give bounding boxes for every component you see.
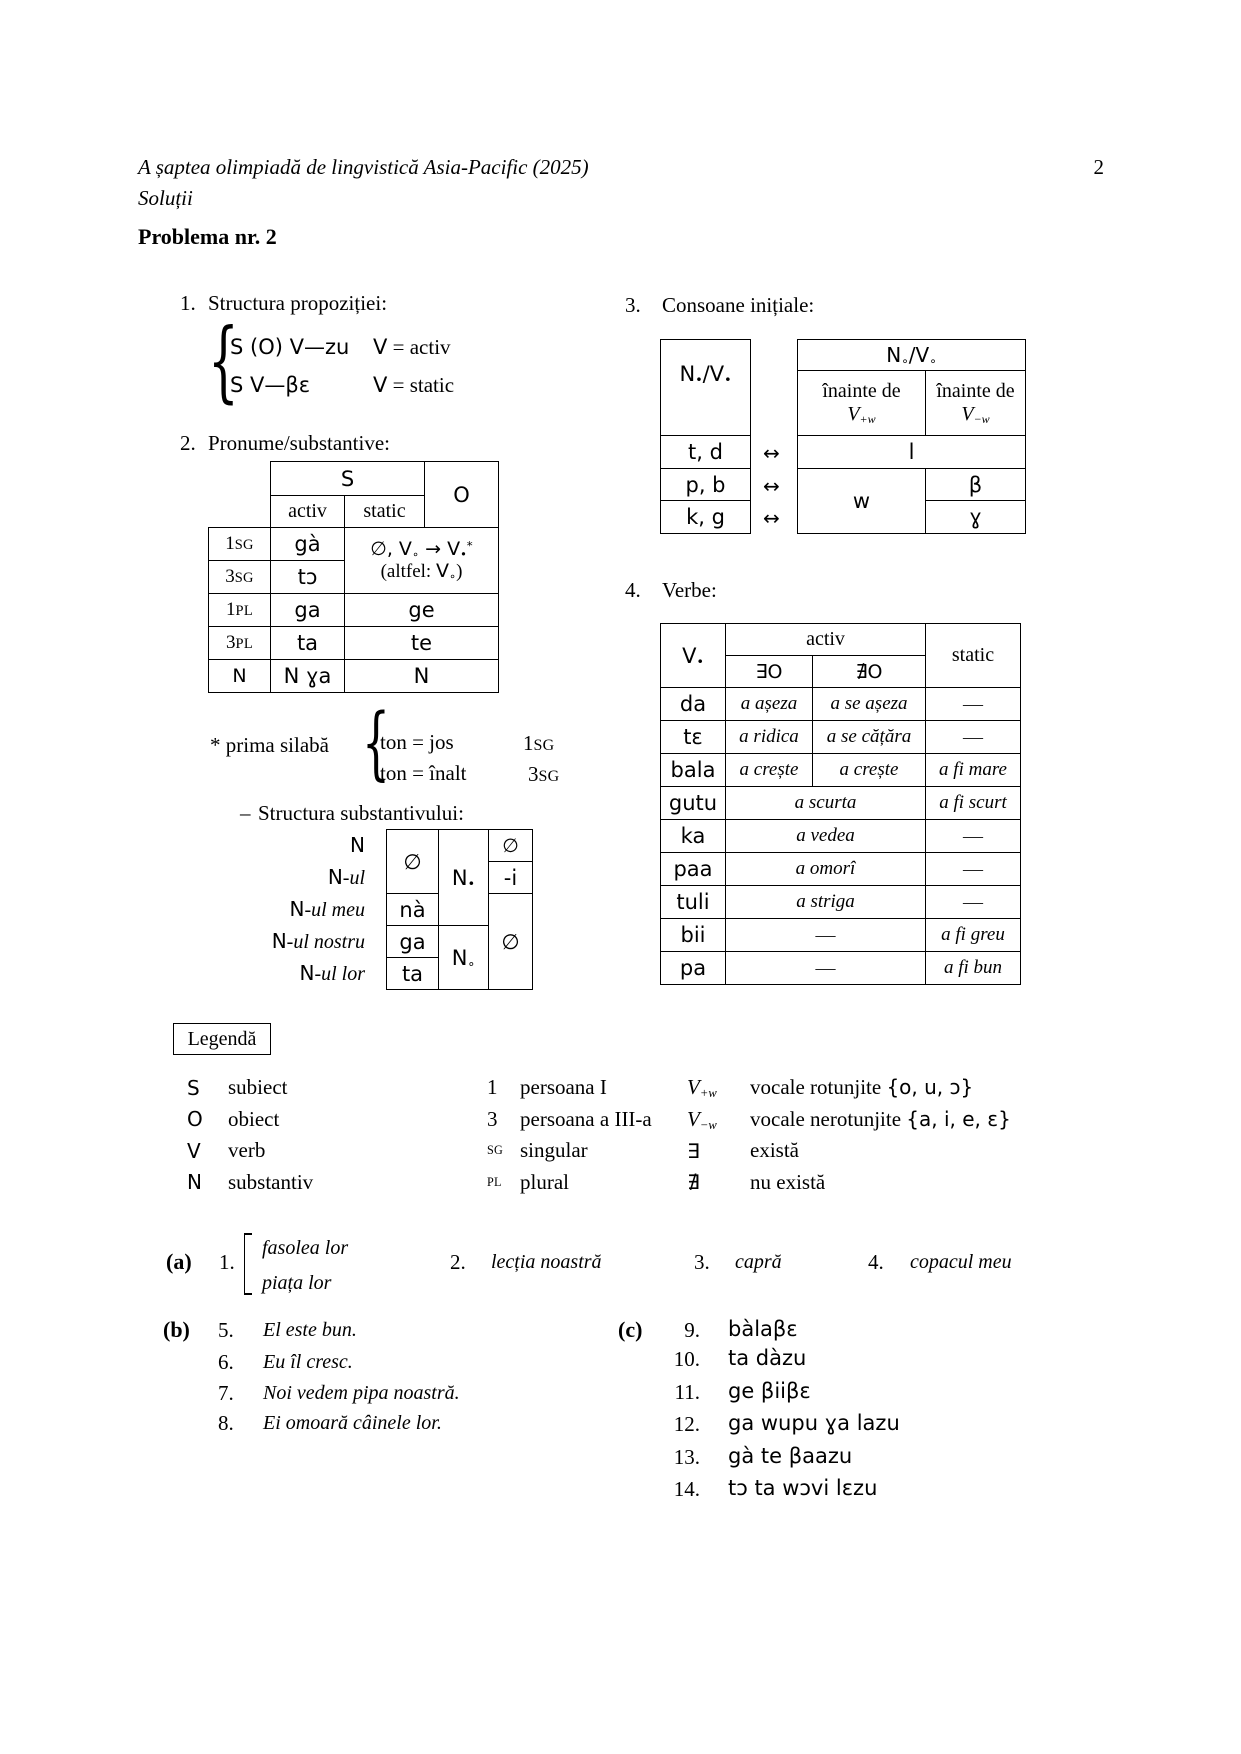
- row-label-3pl: 3PL: [209, 627, 271, 660]
- before-rounded-header: înainte de $V_{+w}$: [798, 371, 926, 436]
- reflex-w: w: [798, 469, 926, 534]
- noun-prefix-ta: ta: [387, 958, 439, 990]
- consonant-kg: k, g: [661, 501, 751, 534]
- answer-7-number: 7.: [218, 1381, 234, 1405]
- pronoun-3sg-activ: tɔ: [271, 561, 345, 594]
- row-label-1sg: 1SG: [209, 528, 271, 561]
- answer-3-text: capră: [735, 1251, 782, 1273]
- answer-1-bracket: [244, 1233, 253, 1295]
- answer-5-number: 5.: [218, 1318, 234, 1342]
- pronoun-noun-rest: N: [345, 660, 499, 693]
- legend-sym: 3: [487, 1106, 498, 1131]
- gloss: a se așeza: [813, 688, 926, 721]
- running-header-subtitle: Soluții: [138, 186, 193, 210]
- verb-table: [660, 623, 1021, 985]
- tone-high-tag: 3SG: [528, 762, 560, 786]
- verb-stem: ka: [661, 820, 726, 853]
- legend-sym: 1: [487, 1075, 498, 1100]
- verb-stem: bala: [661, 754, 726, 787]
- left-right-arrow-icon: ↔: [763, 506, 780, 530]
- accented-header: $N_•/V_•$: [661, 340, 751, 436]
- noun-prefix-ga: ga: [387, 926, 439, 958]
- legend-sym: V: [187, 1138, 201, 1163]
- legend-sym: $V_{-w}$: [687, 1106, 717, 1132]
- answer-2-text: lecția noastră: [491, 1251, 602, 1273]
- section2-number: 2.: [180, 431, 196, 455]
- legend-desc: există: [750, 1138, 799, 1163]
- noun-prefix-empty: ∅: [387, 830, 439, 894]
- verb-stem: tuli: [661, 886, 726, 919]
- legend-column-3: [687, 1072, 1011, 1198]
- answer-9-number: 9.: [684, 1318, 700, 1342]
- noun-stem-accented: $N_•$: [439, 830, 489, 926]
- legend-sym-not-exists: ∄: [687, 1170, 700, 1195]
- verb-stem: tɛ: [661, 721, 726, 754]
- answer-1-option-2: piața lor: [262, 1272, 332, 1294]
- verb-header-activ: activ: [726, 624, 926, 656]
- reflex-beta: β: [926, 469, 1026, 501]
- consonant-right-table: [797, 339, 1026, 534]
- answer-8-text: Ei omoară câinele lor.: [263, 1412, 442, 1434]
- noun-label-their: N-ul lor: [299, 961, 365, 985]
- noun-structure-dash: –: [240, 801, 251, 825]
- pronoun-1sg-activ: gà: [271, 528, 345, 561]
- tone-high-rule: ton = înalt: [380, 761, 467, 785]
- tone-footnote-text: * prima silabă: [210, 733, 329, 757]
- legend-desc: substantiv: [228, 1169, 314, 1194]
- answer-4-text: copacul meu: [910, 1251, 1012, 1273]
- pronoun-object-rule-cell: [345, 528, 499, 594]
- section4-heading: Verbe:: [662, 578, 717, 602]
- answer-4-number: 4.: [868, 1250, 884, 1274]
- row-label-noun: N: [209, 660, 271, 693]
- section1-heading: Structura propoziției:: [208, 291, 388, 315]
- row-label-1pl: 1PL: [209, 594, 271, 627]
- left-brace: {: [208, 309, 239, 412]
- legend-desc: vocale nerotunjite {a, i, e, ɛ}: [750, 1106, 1011, 1131]
- noun-suffix-i: -i: [489, 862, 533, 894]
- tone-low-tag: 1SG: [523, 731, 555, 755]
- legend-box: Legendă: [173, 1023, 271, 1055]
- answer-7-text: Noi vedem pipa noastră.: [263, 1382, 460, 1404]
- answer-9-text: bàlaβɛ: [728, 1317, 798, 1341]
- noun-structure-heading: Structura substantivului:: [258, 801, 464, 825]
- noun-stem-unaccented: $N_\circ$: [439, 926, 489, 990]
- row-label-3sg: 3SG: [209, 561, 271, 594]
- structure-formula-active: S (O) V—zu: [230, 335, 350, 359]
- reflex-gamma: ɣ: [926, 501, 1026, 534]
- legend-sym: SG: [487, 1143, 504, 1158]
- gloss-none: —: [926, 820, 1021, 853]
- pronoun-table: [208, 461, 499, 693]
- gloss: a se cățăra: [813, 721, 926, 754]
- noun-label-my: N-ul meu: [289, 897, 365, 921]
- left-brace: {: [362, 696, 390, 789]
- structure-formula-static: S V—βɛ: [230, 373, 311, 397]
- pronoun-noun-activ: N ɣa: [271, 660, 345, 693]
- gloss: a striga: [726, 886, 926, 919]
- answer-1-number: 1.: [219, 1250, 235, 1274]
- section4-number: 4.: [625, 578, 641, 602]
- before-unrounded-header: înainte de $V_{-w}$: [926, 371, 1026, 436]
- running-header-title: A șaptea olimpiadă de lingvistică Asia-Pacific (2025): [138, 155, 589, 179]
- consonant-left-table: [660, 339, 751, 534]
- legend-desc: plural: [520, 1169, 569, 1194]
- noun-structure-table: [386, 829, 533, 990]
- legend-sym: N: [187, 1170, 202, 1195]
- col-header-subject: S: [271, 462, 425, 496]
- tone-low-rule: ton = jos: [380, 730, 454, 754]
- gloss: a omorî: [726, 853, 926, 886]
- answer-13-text: gà te βaazu: [728, 1444, 853, 1468]
- pronoun-1pl-activ: ga: [271, 594, 345, 627]
- verb-header-stem: $V_•$: [661, 624, 726, 688]
- answer-11-text: ge βiiβɛ: [728, 1379, 811, 1403]
- answer-6-number: 6.: [218, 1350, 234, 1374]
- object-rule-line2: (altfel: $V_\circ$): [380, 560, 463, 583]
- legend-desc: persoana a III-a: [520, 1106, 652, 1131]
- legend-desc: obiect: [228, 1106, 280, 1131]
- gloss-none: —: [926, 721, 1021, 754]
- verb-header-static: static: [926, 624, 1021, 688]
- answer-8-number: 8.: [218, 1411, 234, 1435]
- section3-heading: Consoane inițiale:: [662, 293, 815, 317]
- legend-desc: verb: [228, 1138, 266, 1163]
- legend-sym: S: [187, 1075, 200, 1100]
- answer-5-text: El este bun.: [263, 1319, 357, 1341]
- col-header-activ: activ: [271, 496, 345, 528]
- verb-stem: bii: [661, 919, 726, 952]
- gloss: a ridica: [726, 721, 813, 754]
- reflex-l: l: [798, 436, 1026, 469]
- gloss-none: —: [926, 886, 1021, 919]
- answer-2-number: 2.: [450, 1250, 466, 1274]
- answer-14-number: 14.: [673, 1477, 700, 1501]
- answer-12-number: 12.: [673, 1412, 700, 1436]
- verb-stem: da: [661, 688, 726, 721]
- legend-desc: subiect: [228, 1075, 288, 1100]
- left-right-arrow-icon: ↔: [763, 441, 780, 465]
- gloss: a crește: [813, 754, 926, 787]
- answer-13-number: 13.: [673, 1445, 700, 1469]
- gloss: a vedea: [726, 820, 926, 853]
- noun-label-def: N-ul: [327, 865, 365, 889]
- gloss: a fi scurt: [926, 787, 1021, 820]
- legend-desc: persoana I: [520, 1075, 607, 1100]
- gloss: a așeza: [726, 688, 813, 721]
- legend-desc: vocale rotunjite {o, u, ɔ}: [750, 1075, 974, 1100]
- verb-header-without-object: ∄O: [813, 656, 926, 688]
- object-rule-line1: ∅, $V_\circ \to V_•^*$: [370, 538, 473, 561]
- answer-14-text: tɔ ta wɔvi lɛzu: [728, 1476, 878, 1500]
- legend-desc: nu există: [750, 1169, 826, 1194]
- answer-10-text: ta dàzu: [728, 1346, 807, 1370]
- legend-sym: $V_{+w}$: [687, 1075, 717, 1101]
- answer-1-option-1: fasolea lor: [262, 1237, 349, 1259]
- noun-suffix-empty: ∅: [489, 830, 533, 862]
- section1-number: 1.: [180, 291, 196, 315]
- pronoun-3pl-rest: te: [345, 627, 499, 660]
- verb-stem: gutu: [661, 787, 726, 820]
- legend-column-2: [487, 1072, 652, 1198]
- answer-12-text: ga wupu ɣa lazu: [728, 1411, 900, 1435]
- noun-label-bare: N: [350, 833, 365, 857]
- pronoun-table-corner: [209, 462, 271, 528]
- pronoun-3pl-activ: ta: [271, 627, 345, 660]
- consonant-pb: p, b: [661, 469, 751, 501]
- noun-suffix-empty-rest: ∅: [489, 894, 533, 990]
- condition-text: = static: [392, 373, 455, 397]
- page-number: 2: [1093, 155, 1104, 179]
- answer-c-label: (c): [618, 1317, 643, 1342]
- answer-b-label: (b): [163, 1317, 190, 1342]
- unaccented-header: $N_\circ/V_\circ$: [798, 340, 1026, 371]
- gloss-none: —: [726, 952, 926, 985]
- section3-number: 3.: [625, 293, 641, 317]
- left-right-arrow-icon: ↔: [763, 474, 780, 498]
- gloss: a fi mare: [926, 754, 1021, 787]
- gloss-none: —: [726, 919, 926, 952]
- gloss: a scurta: [726, 787, 926, 820]
- gloss: a fi bun: [926, 952, 1021, 985]
- pronoun-1pl-rest: ge: [345, 594, 499, 627]
- legend-sym: O: [187, 1107, 203, 1132]
- gloss-none: —: [926, 688, 1021, 721]
- structure-condition-static: [373, 373, 454, 397]
- v-symbol: V: [373, 373, 388, 397]
- col-header-object: O: [425, 462, 499, 528]
- answer-10-number: 10.: [673, 1347, 700, 1371]
- answer-a-label: (a): [166, 1249, 192, 1274]
- noun-form-labels: [195, 829, 375, 989]
- legend-sym: PL: [487, 1174, 502, 1189]
- verb-header-with-object: ∃O: [726, 656, 813, 688]
- col-header-static: static: [345, 496, 425, 528]
- section2-heading: Pronume/substantive:: [208, 431, 390, 455]
- legend-column-1: [187, 1072, 313, 1198]
- noun-prefix-na: nà: [387, 894, 439, 926]
- gloss: a fi greu: [926, 919, 1021, 952]
- answer-11-number: 11.: [674, 1380, 700, 1404]
- legend-desc: singular: [520, 1138, 588, 1163]
- legend-sym-exists: ∃: [687, 1138, 700, 1163]
- problem-title: Problema nr. 2: [138, 224, 277, 249]
- verb-stem: paa: [661, 853, 726, 886]
- structure-condition-active: [373, 335, 451, 359]
- verb-stem: pa: [661, 952, 726, 985]
- answer-6-text: Eu îl cresc.: [263, 1351, 353, 1373]
- consonant-td: t, d: [661, 436, 751, 469]
- gloss-none: —: [926, 853, 1021, 886]
- noun-label-our: N-ul nostru: [271, 929, 365, 953]
- answer-3-number: 3.: [694, 1250, 710, 1274]
- v-symbol: V: [373, 335, 388, 359]
- condition-text: = activ: [392, 335, 451, 359]
- gloss: a crește: [726, 754, 813, 787]
